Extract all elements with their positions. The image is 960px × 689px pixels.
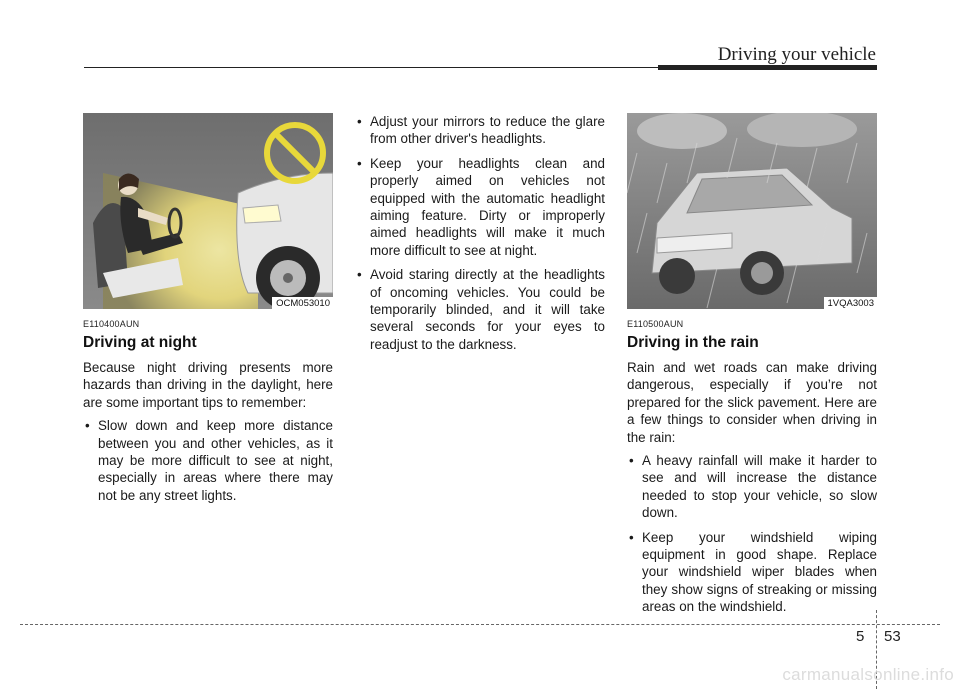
rain-driving-illustration xyxy=(627,113,877,309)
bullet-list xyxy=(83,417,333,504)
night-driving-figure xyxy=(83,113,333,309)
list-item: • Keep your headlights clean and properly aimed on vehicles not equipped with the automatic headlight aiming feature. Dirty or improperly aimed headlights will make it much more difficult to see at night. xyxy=(355,155,605,259)
list-item: • Avoid staring directly at the headlights of oncoming vehicles. You could be temporarily blinded, and it will take several seconds for your eyes to readjust to the darkness. xyxy=(355,266,605,353)
figure-code: 1VQA3003 xyxy=(824,297,877,309)
section-code: E110500AUN xyxy=(627,319,684,329)
bullet-list xyxy=(627,452,877,616)
column-night-continued xyxy=(355,113,605,360)
figure-code: OCM053010 xyxy=(272,297,333,309)
section-intro: Because night driving presents more hazards than driving in the daylight, here are some important tips to remember: xyxy=(83,360,333,410)
header-rule-thick xyxy=(658,65,877,70)
list-item: • A heavy rainfall will make it harder to see and will increase the distance needed to stop your vehicle, so slow down. xyxy=(627,452,877,522)
section-code: E110400AUN xyxy=(83,319,140,329)
header-rule-thin xyxy=(84,67,658,68)
section-heading: Driving in the rain xyxy=(627,334,759,351)
night-driving-illustration xyxy=(83,113,333,309)
list-item: • Slow down and keep more distance between you and other vehicles, as it may be more difficult to see at night, especially in areas where there may not be any street lights. xyxy=(83,417,333,504)
rain-driving-figure xyxy=(627,113,877,309)
footer-rule xyxy=(20,624,940,625)
bullet-list xyxy=(355,113,605,353)
section-intro: Rain and wet roads can make driving dangerous, especially if you’re not prepared for the slick pavement. Here are a few things to consider when driving in the rain: xyxy=(627,360,877,445)
section-heading: Driving at night xyxy=(83,334,197,351)
column-night-intro xyxy=(83,113,333,511)
column-rain xyxy=(627,113,877,623)
header-title: Driving your vehicle xyxy=(717,44,876,65)
page-number: 53 xyxy=(884,628,901,645)
list-item: • Keep your windshield wiping equipment in good shape. Replace your windshield wiper blades when they show signs of streaking or missing areas on the windshield. xyxy=(627,529,877,616)
watermark: carmanualsonline.info xyxy=(782,665,954,684)
chapter-number: 5 xyxy=(856,628,865,645)
list-item: • Adjust your mirrors to reduce the glare from other driver's headlights. xyxy=(355,113,605,148)
